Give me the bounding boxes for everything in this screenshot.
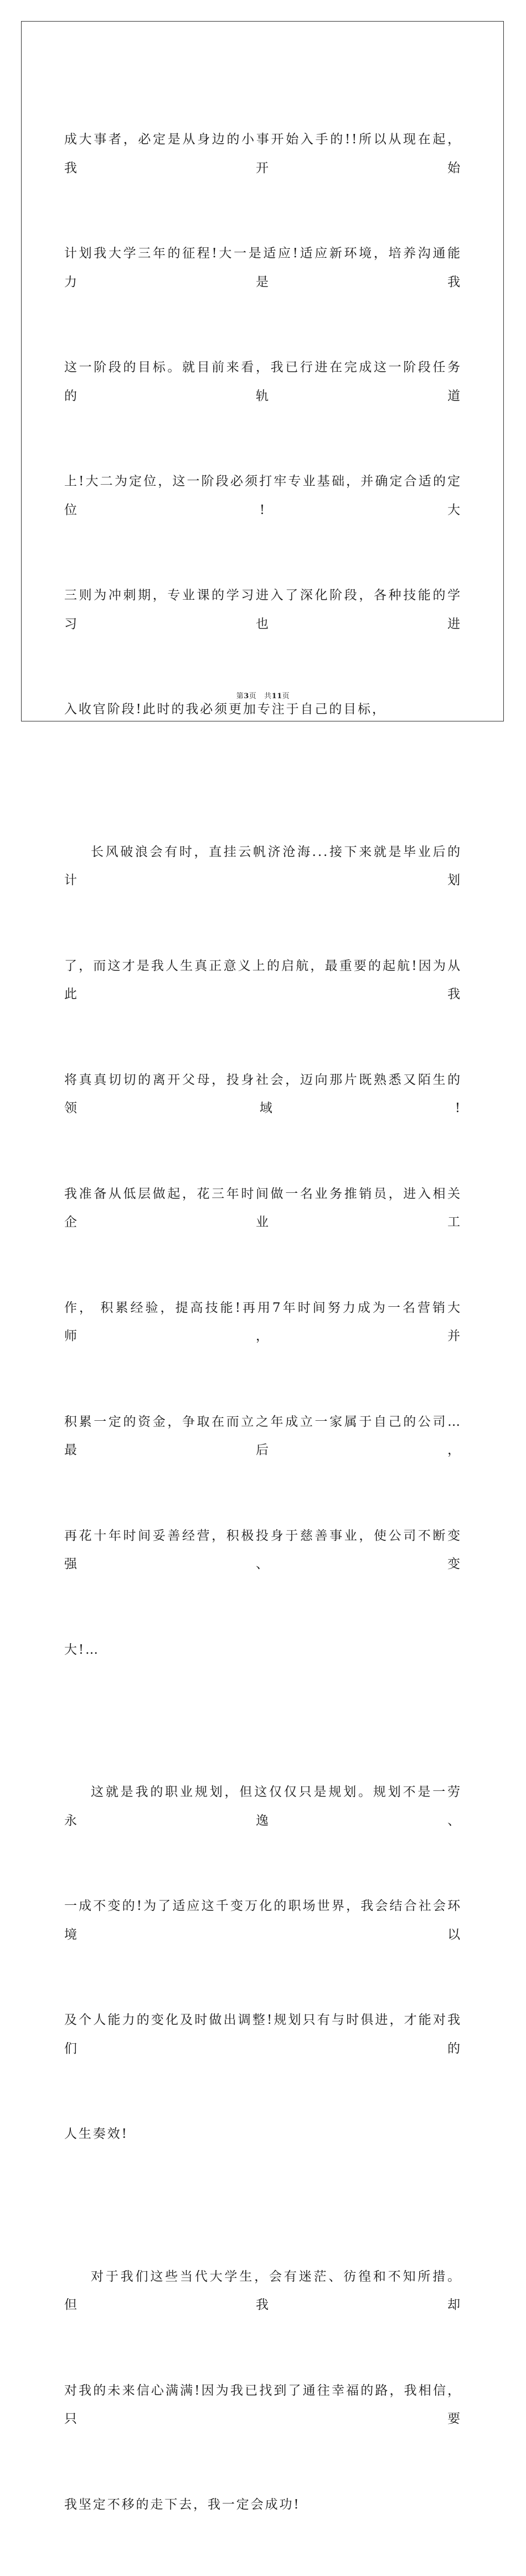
total-pages: 11 [272, 692, 282, 700]
text-line: 这一阶段的目标。就目前来看，我已行进在完成这一阶段任务的轨道 [64, 354, 462, 411]
text-line: 上!大二为定位，这一阶段必须打牢专业基础，并确定合适的定位!大 [64, 468, 462, 524]
page-suffix: 页 [249, 692, 257, 700]
paragraph-2 [64, 781, 462, 1722]
text-line: 将真真切切的离开父母，投身社会，迈向那片既熟悉又陌生的领域! [64, 1066, 462, 1123]
page-footer [0, 690, 526, 700]
text-line: 入收官阶段!此时的我必须更加专注于自己的目标， [64, 695, 462, 724]
text-line: 了，而这才是我人生真正意义上的启航，最重要的起航!因为从此我 [64, 952, 462, 1009]
text-line: 三则为冲刺期，专业课的学习进入了深化阶段，各种技能的学习也进 [64, 581, 462, 638]
text-line: 计划我大学三年的征程!大一是适应!适应新环境，培养沟通能力是我 [64, 240, 462, 297]
paragraph-3 [64, 1721, 462, 2206]
text-line: 及个人能力的变化及时做出调整!规划只有与时俱进，才能对我们的 [64, 2006, 462, 2063]
text-line: 长风破浪会有时，直挂云帆济沧海...接下来就是毕业后的计划 [64, 838, 462, 895]
text-line: 这就是我的职业规划，但这仅仅只是规划。规划不是一劳永逸、 [64, 1778, 462, 1835]
text-line: 成大事者，必定是从身边的小事开始入手的!!所以从现在起，我开始 [64, 126, 462, 183]
total-suffix: 页 [282, 692, 290, 700]
page-prefix: 第 [236, 692, 244, 700]
paragraph-1 [64, 69, 462, 781]
text-line: 我准备从低层做起，花三年时间做一名业务推销员，进入相关企业工 [64, 1180, 462, 1237]
text-line: 人生奏效! [64, 2120, 462, 2149]
text-line: 大!… [64, 1636, 462, 1665]
text-line: 对我的未来信心满满!因为我已找到了通往幸福的路，我相信，只要 [64, 2377, 462, 2434]
total-prefix: 共 [264, 692, 272, 700]
document-body [64, 69, 462, 2576]
text-line: 积累一定的资金，争取在而立之年成立一家属于自己的公司…最后， [64, 1408, 462, 1465]
text-line: 作， 积累经验，提高技能!再用7年时间努力成为一名营销大师，并 [64, 1294, 462, 1351]
text-line: 对于我们这些当代大学生，会有迷茫、彷徨和不知所措。但我却 [64, 2263, 462, 2320]
page-number: 3 [244, 692, 249, 700]
text-line: 再花十年时间妥善经营，积极投身于慈善事业，使公司不断变强、变 [64, 1522, 462, 1579]
paragraph-4 [64, 2206, 462, 2576]
text-line: 一成不变的!为了适应这千变万化的职场世界，我会结合社会环境以 [64, 1892, 462, 1949]
text-line: 我坚定不移的走下去，我一定会成功! [64, 2491, 462, 2520]
